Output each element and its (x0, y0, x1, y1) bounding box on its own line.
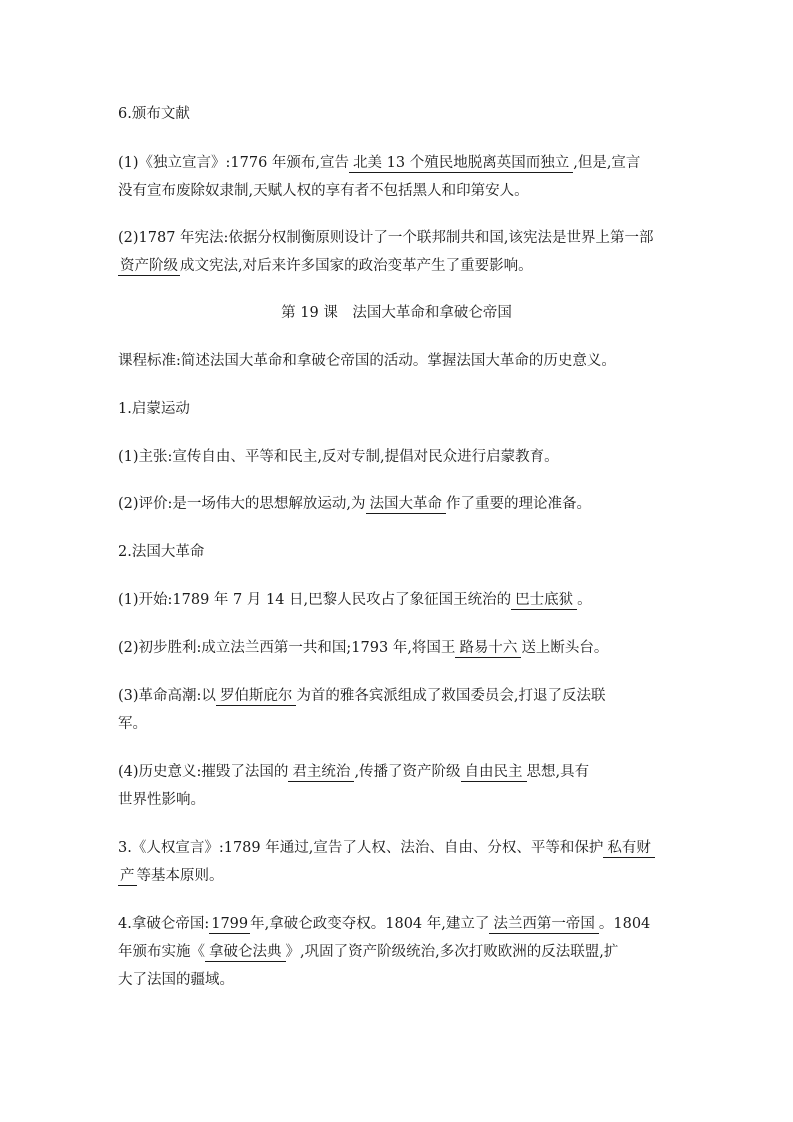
text: 。 (577, 592, 592, 608)
fill-blank-answer: 法国大革命 (366, 496, 447, 514)
napoleon-empire-line-3: 大了法国的疆域。 (118, 972, 234, 988)
text: 。1804 (598, 916, 651, 932)
fill-blank-answer: 产 (120, 868, 135, 884)
rights-of-man-line-1 (118, 838, 678, 858)
fill-blank-answer: 法兰西第一帝国 (489, 916, 599, 934)
section-1-heading: 1.启蒙运动 (118, 401, 190, 417)
enlightenment-evaluation (118, 494, 678, 514)
fill-blank-answer: 拿破仑法典 (205, 944, 286, 962)
fill-blank-answer: 1799 (211, 916, 249, 932)
lesson-title: 第 19 课 法国大革命和拿破仑帝国 (281, 305, 512, 321)
text: 年,拿破仑政变夺权。1804 年,建立了 (250, 916, 490, 932)
fill-blank-answer: 路易十六 (455, 640, 521, 658)
text: (3)革命高潮:以 (118, 688, 216, 704)
fill-blank-answer: 私有财 (603, 840, 655, 858)
text: ,传播了资产阶级 (354, 764, 461, 780)
napoleon-empire-line-1 (118, 914, 678, 934)
revolution-initial-victory (118, 638, 678, 658)
revolution-significance-line-1 (118, 762, 678, 782)
declaration-independence-line-2: 没有宣布废除奴隶制,天赋人权的享有者不包括黑人和印第安人。 (118, 183, 529, 199)
text: (1)《独立宣言》:1776 年颁布,宣告 (118, 155, 350, 171)
rights-of-man-line-2 (118, 866, 678, 886)
enlightenment-claims: (1)主张:宣传自由、平等和民主,反对专制,提倡对民众进行启蒙教育。 (118, 449, 559, 465)
revolution-significance-line-2: 世界性影响。 (118, 792, 205, 808)
fill-blank-answer: 罗伯斯庇尔 (216, 688, 297, 706)
fill-blank-answer: 资产阶级 (120, 258, 178, 274)
fill-blank-answer: 北美 13 个殖民地脱离英国而独立 (349, 155, 573, 173)
constitution-1787-line-2 (118, 256, 678, 276)
text: (2)初步胜利:成立法兰西第一共和国;1793 年,将国王 (118, 640, 456, 656)
text: (2)评价:是一场伟大的思想解放运动,为 (118, 496, 366, 512)
text: 4.拿破仑帝国: (118, 916, 210, 932)
text: 等基本原则。 (136, 868, 224, 884)
text: 》,巩固了资产阶级统治,多次打败欧洲的反法联盟,扩 (285, 944, 619, 960)
text: 送上断头台。 (521, 640, 609, 656)
revolution-start (118, 590, 678, 610)
revolution-climax-line-2: 军。 (118, 716, 147, 732)
fill-blank-answer: 君主统治 (288, 764, 354, 782)
text: (1)开始:1789 年 7 月 14 日,巴黎人民攻占了象征国王统治的 (118, 592, 512, 608)
fill-blank-answer: 巴士底狱 (511, 592, 577, 610)
constitution-1787-line-1: (2)1787 年宪法:依据分权制衡原则设计了一个联邦制共和国,该宪法是世界上第一部 (118, 230, 654, 246)
text: 作了重要的理论准备。 (446, 496, 592, 512)
text: (4)历史意义:摧毁了法国的 (118, 764, 289, 780)
curriculum-standard: 课程标准:简述法国大革命和拿破仑帝国的活动。掌握法国大革命的历史意义。 (118, 353, 616, 369)
text: 年颁布实施《 (118, 944, 205, 960)
text: 为首的雅各宾派组成了救国委员会,打退了反法联 (296, 688, 606, 704)
section-6-heading: 6.颁布文献 (118, 106, 190, 122)
text: 成文宪法,对后来许多国家的政治变革产生了重要影响。 (180, 258, 533, 274)
declaration-independence-line-1 (118, 153, 678, 173)
text: ,但是,宣言 (573, 155, 641, 171)
section-2-heading: 2.法国大革命 (118, 544, 205, 560)
revolution-climax-line-1 (118, 686, 678, 706)
napoleon-empire-line-2 (118, 942, 678, 962)
text: 3.《人权宣言》:1789 年通过,宣告了人权、法治、自由、分权、平等和保护 (118, 840, 604, 856)
fill-blank-answer: 自由民主 (461, 764, 527, 782)
text: 思想,具有 (526, 764, 590, 780)
